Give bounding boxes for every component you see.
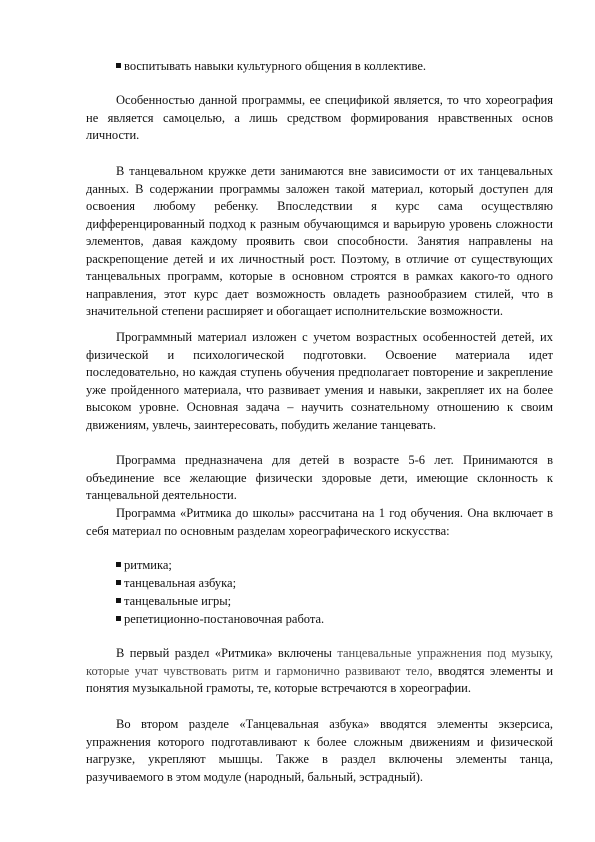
list-item-text: танцевальные игры; xyxy=(124,594,232,608)
bullet-marker xyxy=(116,598,121,603)
paragraph-first-section xyxy=(86,645,553,698)
paragraph-program-material: Программный материал изложен с учетом возрастных особенностей детей, их физической и психологической подготовки. Освоение материала идет последовательно, но каждая ступень обучения предполагает повторение и закрепление уже пройденного материала, что развивает умения и навыки, закрепляет их на более высоком уровне. Основная задача – научить сознательному отношению к своим движениям, увлечь, заинтересовать, побудить желание танцевать. xyxy=(86,330,553,432)
paragraph-target-audience: Программа предназначена для детей в возрасте 5-6 лет. Принимаются в объединение все желающие физически здоровые дети, имеющие склонность к танцевальной деятельности. xyxy=(86,453,553,502)
bullet-text: воспитывать навыки культурного общения в коллективе. xyxy=(124,59,427,73)
bullet-marker xyxy=(116,616,121,621)
list-item-text: ритмика; xyxy=(124,558,172,572)
paragraph-second-section: Во втором разделе «Танцевальная азбука» вводятся элементы экзерсиса, упражнения которого подготавливают к более сложным движениям и физической нагрузке, укрепляют мышцы. Также в раздел включены элементы танца, разучиваемого в этом модуле (народный, бальный, эстрадный). xyxy=(86,717,553,784)
list-item-section-4 xyxy=(116,611,324,629)
paragraph-program-feature: Особенностью данной программы, ее спецификой является, то что хореография не является самоцелью, а лишь средством формирования нравственных основ личности. xyxy=(86,93,553,142)
paragraph-program-structure: Программа «Ритмика до школы» рассчитана на 1 год обучения. Она включает в себя материал по основным разделам хореографического искусства: xyxy=(86,506,553,538)
bullet-marker xyxy=(116,562,121,567)
first-section-highlight: танцевальные упражнения под музыку, которые учат чувствовать ритм и гармонично развивают тело, xyxy=(86,646,553,678)
list-item-section-2 xyxy=(116,575,236,593)
bullet-marker xyxy=(116,580,121,585)
list-item-text: репетиционно-постановочная работа. xyxy=(124,612,325,626)
bullet-item-culture xyxy=(116,58,426,76)
list-item-section-3 xyxy=(116,593,231,611)
first-section-lead: В первый раздел «Ритмика» включены xyxy=(116,646,332,660)
list-item-section-1 xyxy=(116,557,172,575)
bullet-marker xyxy=(116,63,121,68)
first-section-tail: вводятся элементы и понятия музыкальной грамоты, те, которые встречаются в хореографии. xyxy=(86,663,554,695)
list-item-text: танцевальная азбука; xyxy=(124,576,237,590)
paragraph-dance-circle: В танцевальном кружке дети занимаются вне зависимости от их танцевальных данных. В содержании программы заложен такой материал, который доступен для освоения любому ребенку. Впоследствии я курс сама осуществляю дифференцированный подход к разным обучающимся и варьирую уровень сложности элементов, давая каждому проявить свои способности. Занятия направлены на раскрепощение детей и их личностный рост. Поэтому, в отличие от существующих танцевальных программ, которые в основном строятся в рамках какого-то одного направления, этот курс дает возможность овладеть разнообразием стилей, что в значительной степени расширяет и обогащает исполнительские возможности. xyxy=(86,164,553,318)
